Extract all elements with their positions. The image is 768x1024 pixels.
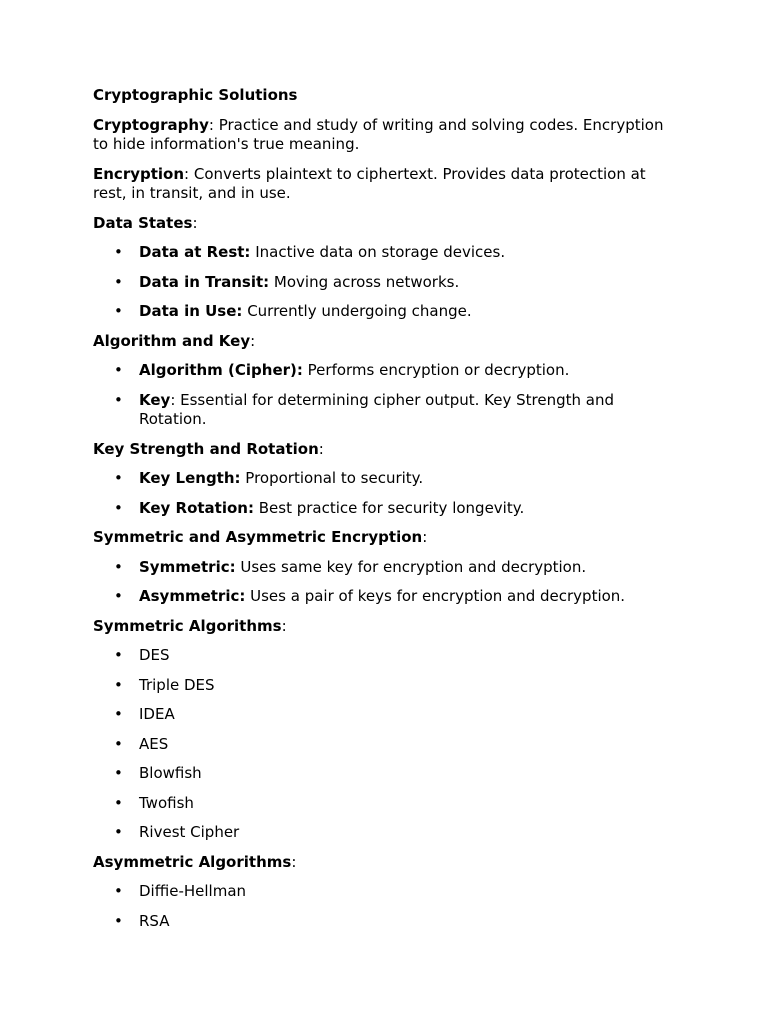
item-text: Diffie-Hellman [139,882,247,900]
heading-text: Key Strength and Rotation [93,439,319,458]
heading-text: Symmetric Algorithms [93,616,282,635]
bullet-icon: • [114,498,123,517]
list-item [93,499,683,519]
asymmetric-algorithms-list [93,882,683,931]
heading-colon: : [281,616,287,635]
encryption-term: Encryption [93,164,185,183]
list-item [93,912,683,932]
list-item [93,794,683,814]
list-item [93,882,683,902]
document-page [93,86,683,941]
item-text: Currently undergoing change. [242,302,472,320]
item-text: Rivest Cipher [139,823,240,841]
item-term: Data in Transit: [139,272,270,291]
list-item [93,558,683,578]
bullet-icon: • [114,646,123,664]
list-item [93,243,683,263]
item-text: Inactive data on storage devices. [250,243,506,261]
list-item [93,469,683,489]
item-text: RSA [139,911,170,930]
item-text: : Essential for determining cipher output. Key Strength and Rotation. [139,390,615,428]
item-term: Asymmetric: [139,587,246,605]
heading-colon: : [192,213,198,232]
bullet-icon: • [114,911,123,930]
bullet-icon: • [114,734,123,753]
cryptography-separator: : [208,115,214,134]
heading-colon: : [422,528,428,546]
bullet-icon: • [114,243,123,261]
list-item [93,587,683,607]
heading-text: Symmetric and Asymmetric Encryption [93,528,423,546]
section-heading-data-states [93,214,683,234]
heading-text: Data States [93,213,193,232]
item-term: Key [139,390,171,409]
bullet-icon: • [114,882,123,900]
sym-asym-list [93,558,683,607]
item-text: Uses a pair of keys for encryption and decryption. [245,587,626,605]
bullet-icon: • [114,557,123,576]
heading-colon: : [318,439,324,458]
item-term: Data in Use: [139,302,243,320]
item-term: Algorithm (Cipher): [139,361,303,379]
item-text: IDEA [139,705,175,723]
bullet-icon: • [114,469,123,487]
bullet-icon: • [114,793,123,812]
heading-colon: : [291,852,297,871]
item-text: Best practice for security longevity. [253,498,525,517]
list-item [93,823,683,843]
encryption-separator: : [184,164,190,183]
encryption-definition: Converts plaintext to ciphertext. Provides data protection at rest, in transit, and in use. [93,164,646,202]
item-text: Twofish [139,793,194,812]
bullet-icon: • [114,705,123,723]
list-item [93,764,683,784]
section-heading-key-strength [93,440,683,460]
section-heading-symmetric-algorithms [93,617,683,637]
item-text: Uses same key for encryption and decryption. [235,557,587,576]
item-text: AES [139,734,169,753]
bullet-icon: • [114,764,123,782]
list-item [93,676,683,696]
item-text: DES [139,646,170,664]
symmetric-algorithms-list [93,646,683,843]
cryptography-paragraph [93,116,683,155]
bullet-icon: • [114,361,123,379]
list-item [93,705,683,725]
item-term: Key Rotation: [139,498,254,517]
bullet-icon: • [114,390,123,409]
section-heading-asymmetric-algorithms [93,853,683,873]
list-item [93,273,683,293]
list-item [93,646,683,666]
list-item [93,735,683,755]
algorithm-key-list [93,361,683,430]
item-text: Proportional to security. [240,469,424,487]
item-term: Symmetric: [139,557,236,576]
list-item [93,302,683,322]
item-text: Triple DES [139,675,215,694]
cryptography-definition: Practice and study of writing and solving codes. Encryption to hide information's true meaning. [93,115,664,153]
data-states-list [93,243,683,322]
bullet-icon: • [114,272,123,291]
heading-text: Algorithm and Key [93,331,251,350]
cryptography-term: Cryptography [93,115,209,134]
bullet-icon: • [114,823,123,841]
bullet-icon: • [114,302,123,320]
encryption-paragraph [93,165,683,204]
bullet-icon: • [114,587,123,605]
list-item [93,361,683,381]
item-term: Data at Rest: [139,243,251,261]
item-term: Key Length: [139,469,241,487]
section-heading-algorithm-key [93,332,683,352]
key-strength-list [93,469,683,518]
item-text: Blowfish [139,764,202,782]
section-heading-sym-asym [93,528,683,548]
item-text: Performs encryption or decryption. [302,361,570,379]
document-title: Cryptographic Solutions [93,86,298,104]
item-text: Moving across networks. [269,272,460,291]
list-item [93,391,683,430]
heading-colon: : [250,331,256,350]
heading-text: Asymmetric Algorithms [93,852,292,871]
bullet-icon: • [114,675,123,694]
